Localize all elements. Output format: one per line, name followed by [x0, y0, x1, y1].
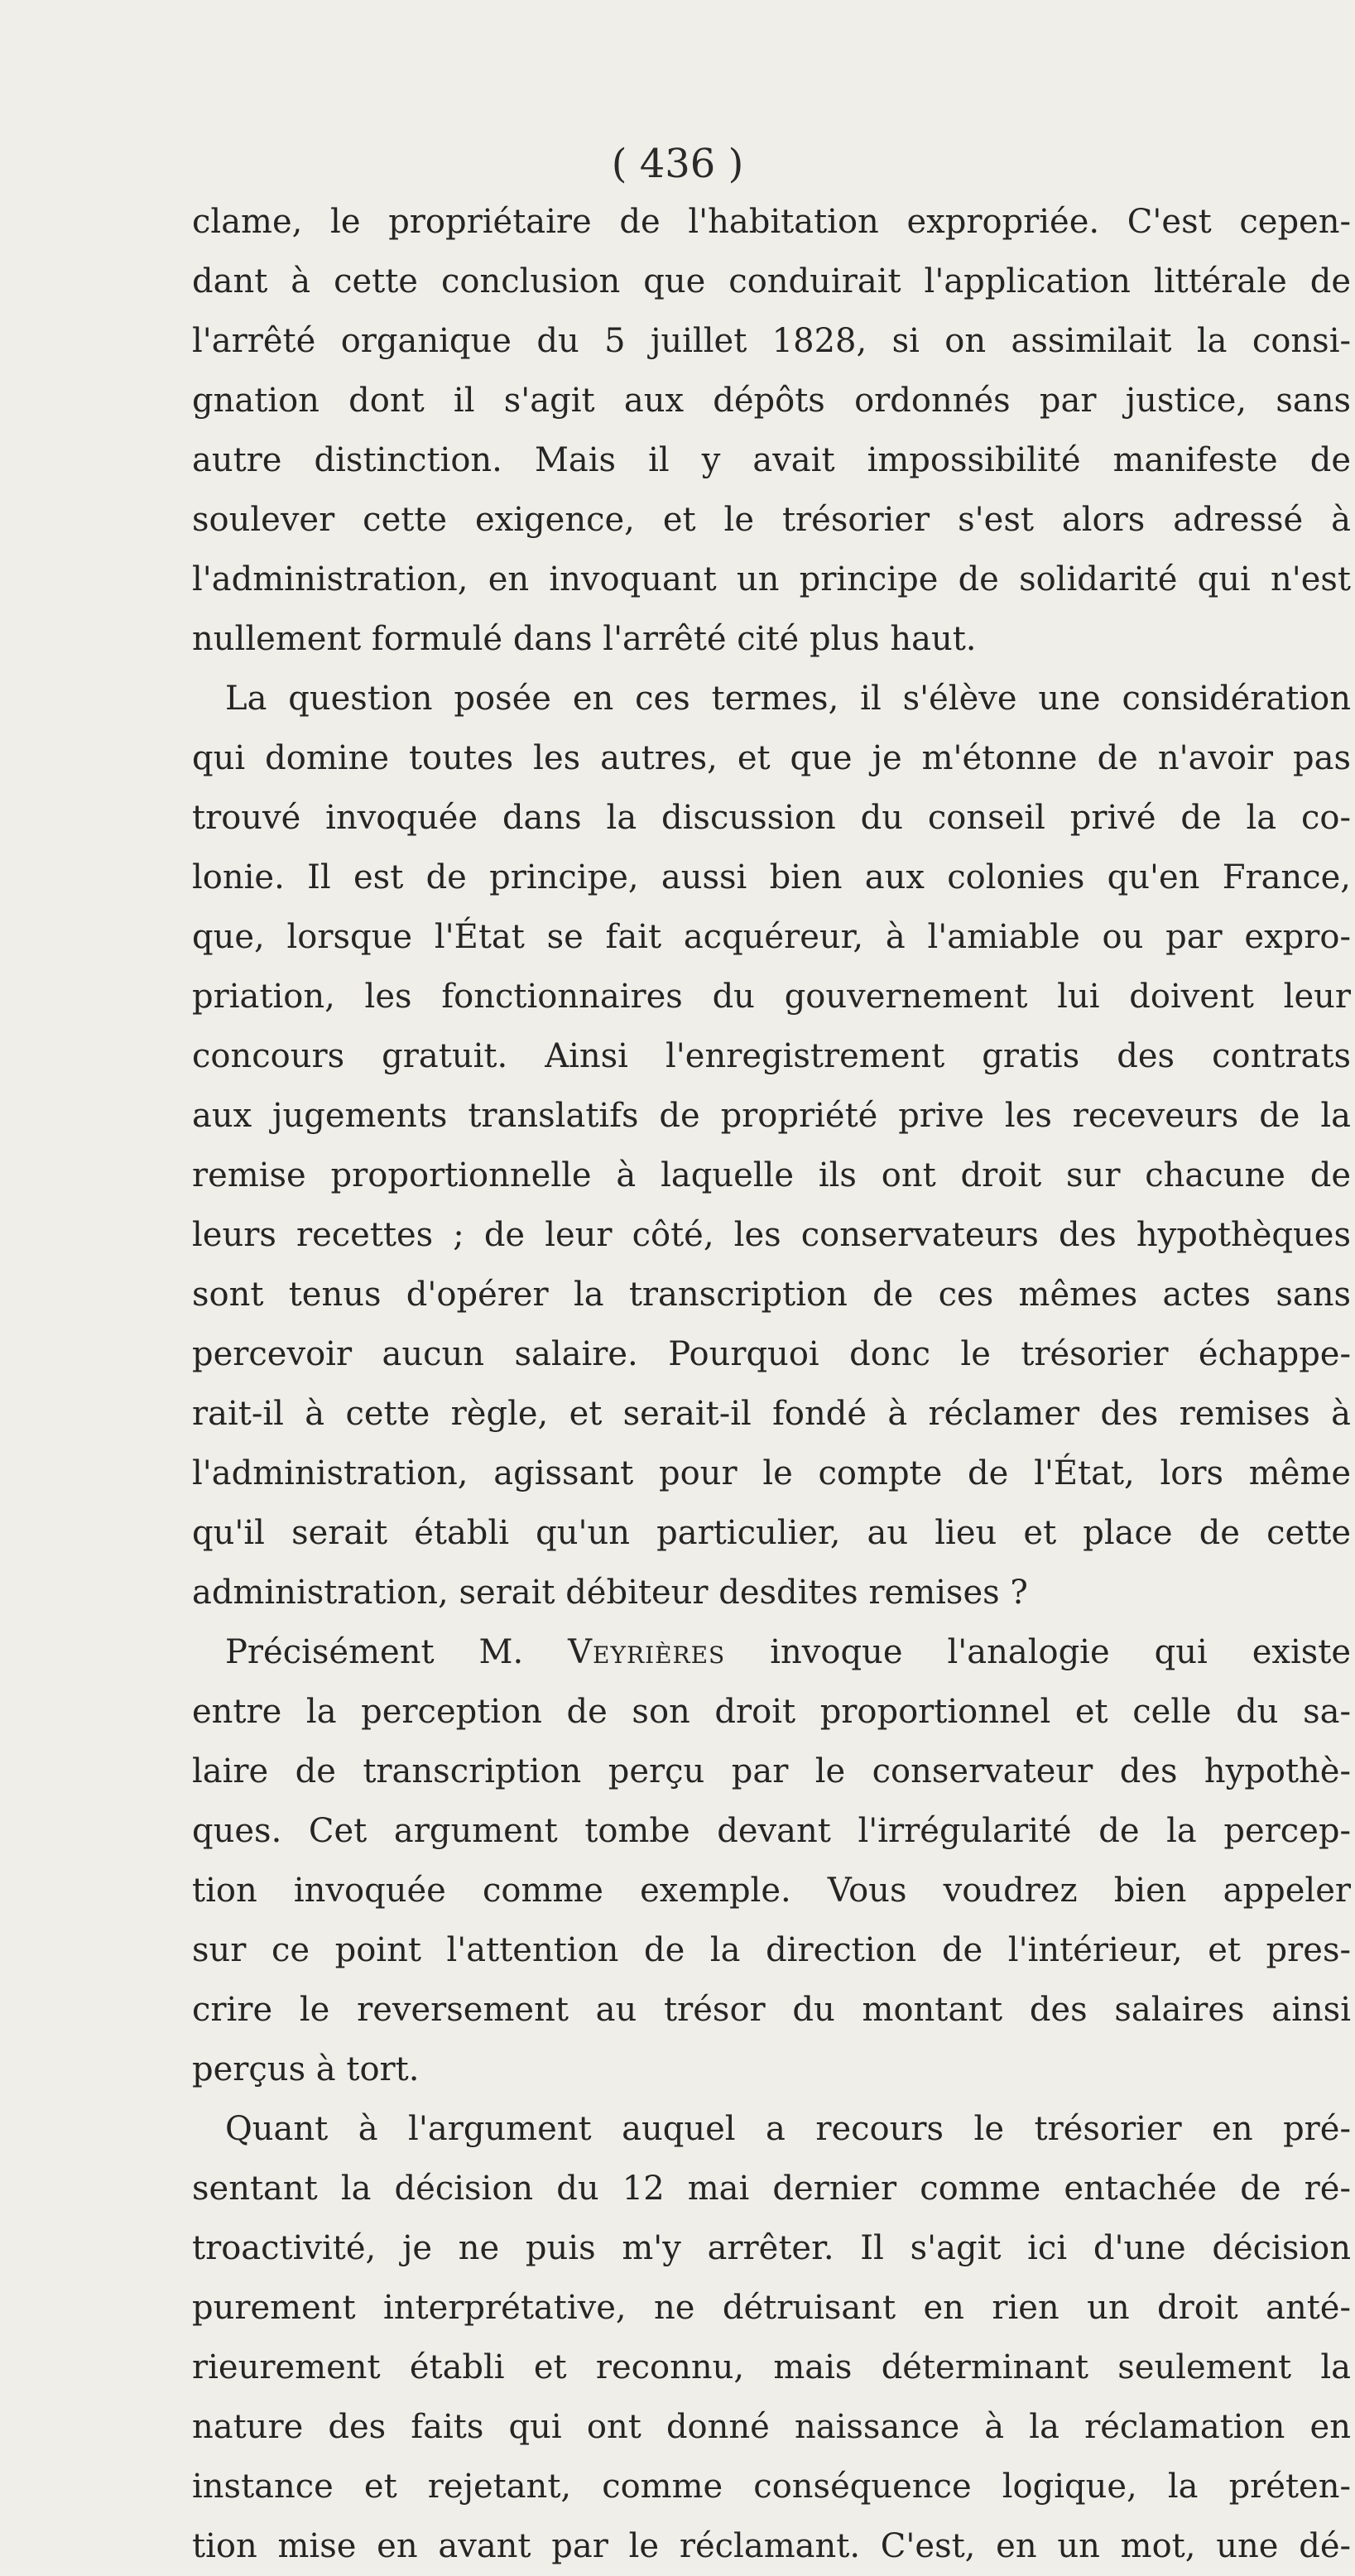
body-text [192, 192, 1351, 2576]
text-line: laire de transcription perçu par le conservateur des hypothè- [192, 1752, 1351, 1790]
text-line: l'arrêté organique du 5 juillet 1828, si on assimilait la consi- [192, 322, 1351, 360]
text-line [192, 1622, 1351, 1682]
text-line: l'administration, en invoquant un principe de solidarité qui n'est [192, 560, 1351, 598]
text-line: l'administration, agissant pour le compte de l'État, lors même [192, 1454, 1351, 1492]
text-fragment: invoque l'analogie qui existe [770, 1633, 1351, 1671]
text-line: instance et rejetant, comme conséquence logique, la préten- [192, 2468, 1351, 2506]
text-line: entre la perception de son droit proportionnel et celle du sa- [192, 1693, 1351, 1731]
author-name: Veyrières [568, 1633, 726, 1671]
text-line: gnation dont il s'agit aux dépôts ordonnés par justice, sans [192, 382, 1351, 420]
text-line: sentant la décision du 12 mai dernier comme entachée de ré- [192, 2170, 1351, 2208]
text-line: qu'il serait établi qu'un particulier, au lieu et place de cette [192, 1514, 1351, 1552]
text-line: sur ce point l'attention de la direction de l'intérieur, et pres- [192, 1931, 1351, 1969]
text-line: rait-il à cette règle, et serait-il fondé à réclamer des remises à [192, 1395, 1351, 1433]
text-line: lonie. Il est de principe, aussi bien aux colonies qu'en France, [192, 858, 1351, 896]
text-line: tion invoquée comme exemple. Vous voudrez bien appeler [192, 1872, 1351, 1910]
text-line: qui domine toutes les autres, et que je m'étonne de n'avoir pas [192, 739, 1351, 777]
text-line: leurs recettes ; de leur côté, les conservateurs des hypothèques [192, 1216, 1351, 1254]
text-line: percevoir aucun salaire. Pourquoi donc le trésorier échappe- [192, 1335, 1351, 1373]
text-line: administration, serait débiteur desdites remises ? [192, 1574, 1028, 1612]
text-line: sont tenus d'opérer la transcription de ces mêmes actes sans [192, 1276, 1351, 1314]
text-line: crire le reversement au trésor du montant des salaires ainsi [192, 1991, 1351, 2029]
text-line: perçus à tort. [192, 2050, 420, 2088]
text-line: autre distinction. Mais il y avait impossibilité manifeste de [192, 441, 1351, 479]
page-number: ( 436 ) [611, 141, 744, 187]
text-line: La question posée en ces termes, il s'élève une considération [225, 680, 1351, 718]
text-line: clame, le propriétaire de l'habitation expropriée. C'est cepen- [192, 203, 1351, 241]
text-line: troactivité, je ne puis m'y arrêter. Il s'agit ici d'une décision [192, 2229, 1351, 2267]
text-line: tion mise en avant par le réclamant. C'est, en un mot, une dé- [192, 2527, 1351, 2565]
text-line: Quant à l'argument auquel a recours le trésorier en pré- [225, 2110, 1351, 2148]
text-line: purement interprétative, ne détruisant en rien un droit anté- [192, 2289, 1351, 2327]
text-line: concours gratuit. Ainsi l'enregistrement gratis des contrats [192, 1037, 1351, 1075]
text-line: aux jugements translatifs de propriété prive les receveurs de la [192, 1097, 1351, 1135]
text-line: soulever cette exigence, et le trésorier s'est alors adressé à [192, 501, 1351, 539]
text-line: nature des faits qui ont donné naissance à la réclamation en [192, 2408, 1351, 2446]
text-line: que, lorsque l'État se fait acquéreur, à l'amiable ou par expro- [192, 918, 1351, 956]
text-line: ques. Cet argument tombe devant l'irrégularité de la percep- [192, 1812, 1351, 1850]
text-fragment: Précisément M. [225, 1633, 524, 1671]
text-line: nullement formulé dans l'arrêté cité plus haut. [192, 620, 977, 658]
text-line: dant à cette conclusion que conduirait l'application littérale de [192, 262, 1351, 300]
text-line: priation, les fonctionnaires du gouvernement lui doivent leur [192, 978, 1351, 1016]
text-line: trouvé invoquée dans la discussion du conseil privé de la co- [192, 799, 1351, 837]
text-line: rieurement établi et reconnu, mais déterminant seulement la [192, 2348, 1351, 2386]
text-line: remise proportionnelle à laquelle ils ont droit sur chacune de [192, 1156, 1351, 1194]
